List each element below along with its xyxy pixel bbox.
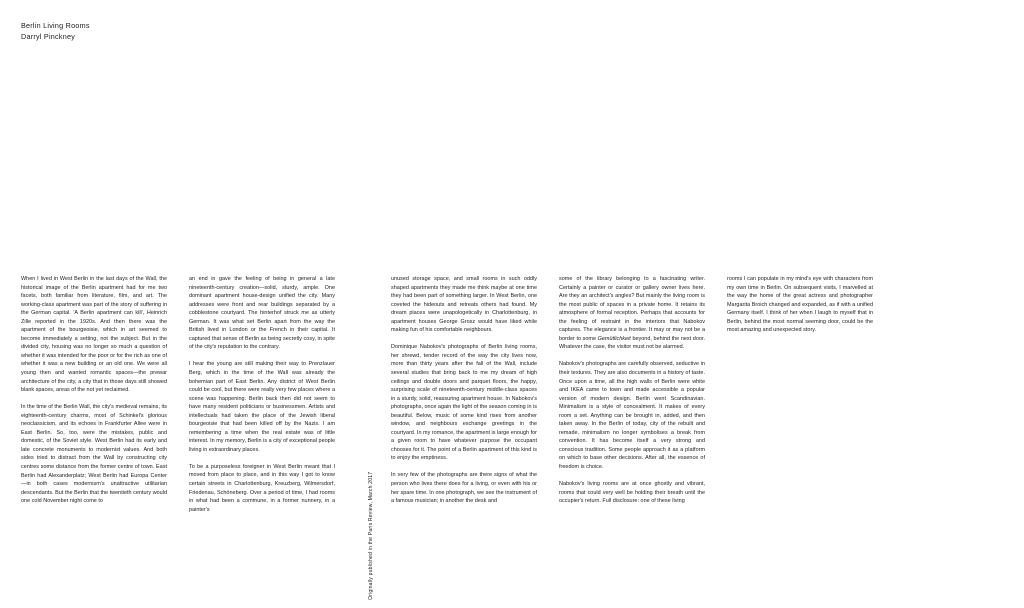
text-column-5 — [727, 275, 873, 600]
page-header — [21, 21, 90, 42]
paragraph: I hear the young are still making their way to Prenzlauer Berg, which in the time of the Wall was already the bohemian part of East Berlin. Any district of West Berlin could be cool, but there were really very few places where a scene was happening. Berlin back then did not seem to have many resident politicians or businessmen. Artists and intellectuals had taken the place of the Jewish liberal bourgeoisie that had been killed off by the Nazis. I am remembering a time when the real estate was of little interest. In my memory, Berlin is a city of exceptional people living in extraordinary places. — [189, 361, 335, 453]
paragraph: In very few of the photographs are there signs of what the person who lives there does for a living, or even with his or her spare time. In one photograph, we see the instrument of a famous musician; in another the desk and — [391, 472, 537, 505]
paragraph: To be a purposeless foreigner in West Berlin meant that I moved from place to place, and in this way I got to know certain streets in Charlottenburg, Kreuzberg, Wilmersdorf, Friedenau, Schöneberg. Over a period of time, I had rooms in what had been a commune, in a former nunnery, in a painter's — [189, 463, 335, 513]
paragraph: When I lived in West Berlin in the last days of the Wall, the historical image of the Berlin apartment had for me two facets, both familiar from literature, film, and art. The working-class apartment was part of the story of suffering in the German capital. 'A Berlin apartment can kill', Heinrich Zille reported in the 1920s. And then there was the apartment of the bourgeoisie, which in art seemed to become immediately a setting, not the subject. But in the divided city, housing was no longer so much a question of whether it was intended for the poor or for the rich as one of whether it was a new building or an old one. We were all young then and wanted romantic spaces—the prewar architecture of the city, a city that in those days still showed blank spaces, areas of the not yet reclaimed. — [21, 276, 167, 394]
page-title: Berlin Living Rooms — [21, 21, 90, 30]
publication-credit: Originally published in the Paris Review, March 2017 — [368, 471, 374, 600]
text-column-2 — [189, 275, 335, 600]
text-column-4 — [559, 275, 705, 600]
text-column-3 — [391, 275, 537, 600]
page-author: Darryl Pinckney — [21, 31, 76, 41]
paragraph: an end in gave the feeling of being in general a late nineteenth-century creation—solid, sturdy, ample. One dominant apartment house-design unified the city. Many addresses were front and rear buildings separated by a cobblestone courtyard. The hinterhof struck me as utterly German. It was what set Berlin apart from the way the British lived in London or the French in their capital. It captured that sense of Berlin as being secretly cosy, in spite of the city's reputation to the contrary. — [189, 276, 335, 351]
text-column-1 — [21, 275, 167, 600]
paragraph: rooms I can populate in my mind's eye with characters from my own time in Berlin. On subsequent visits, I marvelled at the way the home of the great actress and photographer Margarita Broich changed and expanded, as if with a unified Germany itself. I think of her when I laugh to myself that in Berlin, behind the most normal seeming door, could be the most amazing and unexpected story. — [727, 276, 873, 334]
paragraph: some of the library belonging to a fascinating writer. Certainly a painter or curator or gallery owner lives here. Are they an architect's angles? But mainly the living room is the most public of spaces in a private home. It retains its atmosphere of formal reception. Perhaps that accounts for the feeling of restraint in the interiors that Nabokov captures. The elegance is a frontier. It may or may not be a border to some Gemütlichkeit beyond, behind the next door. Whatever the case, the visitor must not be alarmed. — [559, 276, 705, 351]
paragraph: In the time of the Berlin Wall, the city's medieval remains, its eighteenth-century charms, most of Schinkel's glorious neoclassicism, and its echoes in Frankfurter Allee were in East Berlin. So, too, were the mistakes, public and domestic, of the Soviet style. West Berlin had its early and late concrete monuments to modernist values. And both sides tried to distract from the Wall by constructing city centres some distance from the former centre of town. East Berlin had Alexanderplatz; West Berlin had Europa Center—in both cases modernism's unattractive utilitarian descendants. But the Berlin that the twentieth century would one cold November night come to — [21, 404, 167, 505]
paragraph: Nabokov's living rooms are at once ghostly and vibrant, rooms that could very well be holding their breath until the occupier's return. Full disclosure: one of these living — [559, 481, 705, 505]
article-columns — [21, 275, 1003, 600]
paragraph: unused storage space, and small rooms in such oddly shaped apartments they made me think maybe at one time they had been part of something larger. In West Berlin, one coveted the hideouts and retreats others had found. My dream places were unapologetically in Charlottenburg, in apartment houses George Grosz would have liked while making fun of his comfortable neighbours. — [391, 276, 537, 334]
paragraph: Nabokov's photographs are carefully observed, seductive in their textures. They are also documents in a history of taste. Once upon a time, all the high walls of Berlin were white and IKEA came to town and made accessible a popular version of modern design. Berlin went Scandinavian. Minimalism is a style of concealment. It makes of every room a set. Anything can be brought in, added, and then taken away. In the Berlin of today, city of the rebuilt and remade, minimalism no longer symbolises a break from convention. It has become itself a very strong and conscious tradition. Some people approach it as a platform on which to base other decisions. After all, the essence of freedom is choice. — [559, 361, 705, 470]
paragraph: Dominique Nabokov's photographs of Berlin living rooms, her shrewd, tender record of the way the city lives now, more than thirty years after the fall of the Wall, include several studies that bring back to me my dream of high ceilings and double doors and parquet floors, the happy, surprising scale of nineteenth-century middle-class spaces in a sturdy, solid, reassuring apartment house. In Nabokov's photographs, once again the light of the season coming in is beautiful. Below, music of some kind rises from another window, and neighbours exchange greetings in the courtyard. In my romance, the apartment is large enough for a given room to have whatever purpose the occupant chooses for it. The point of a Berlin apartment of this kind is to enjoy the emptiness. — [391, 344, 537, 462]
sidenote-gutter — [357, 275, 391, 600]
